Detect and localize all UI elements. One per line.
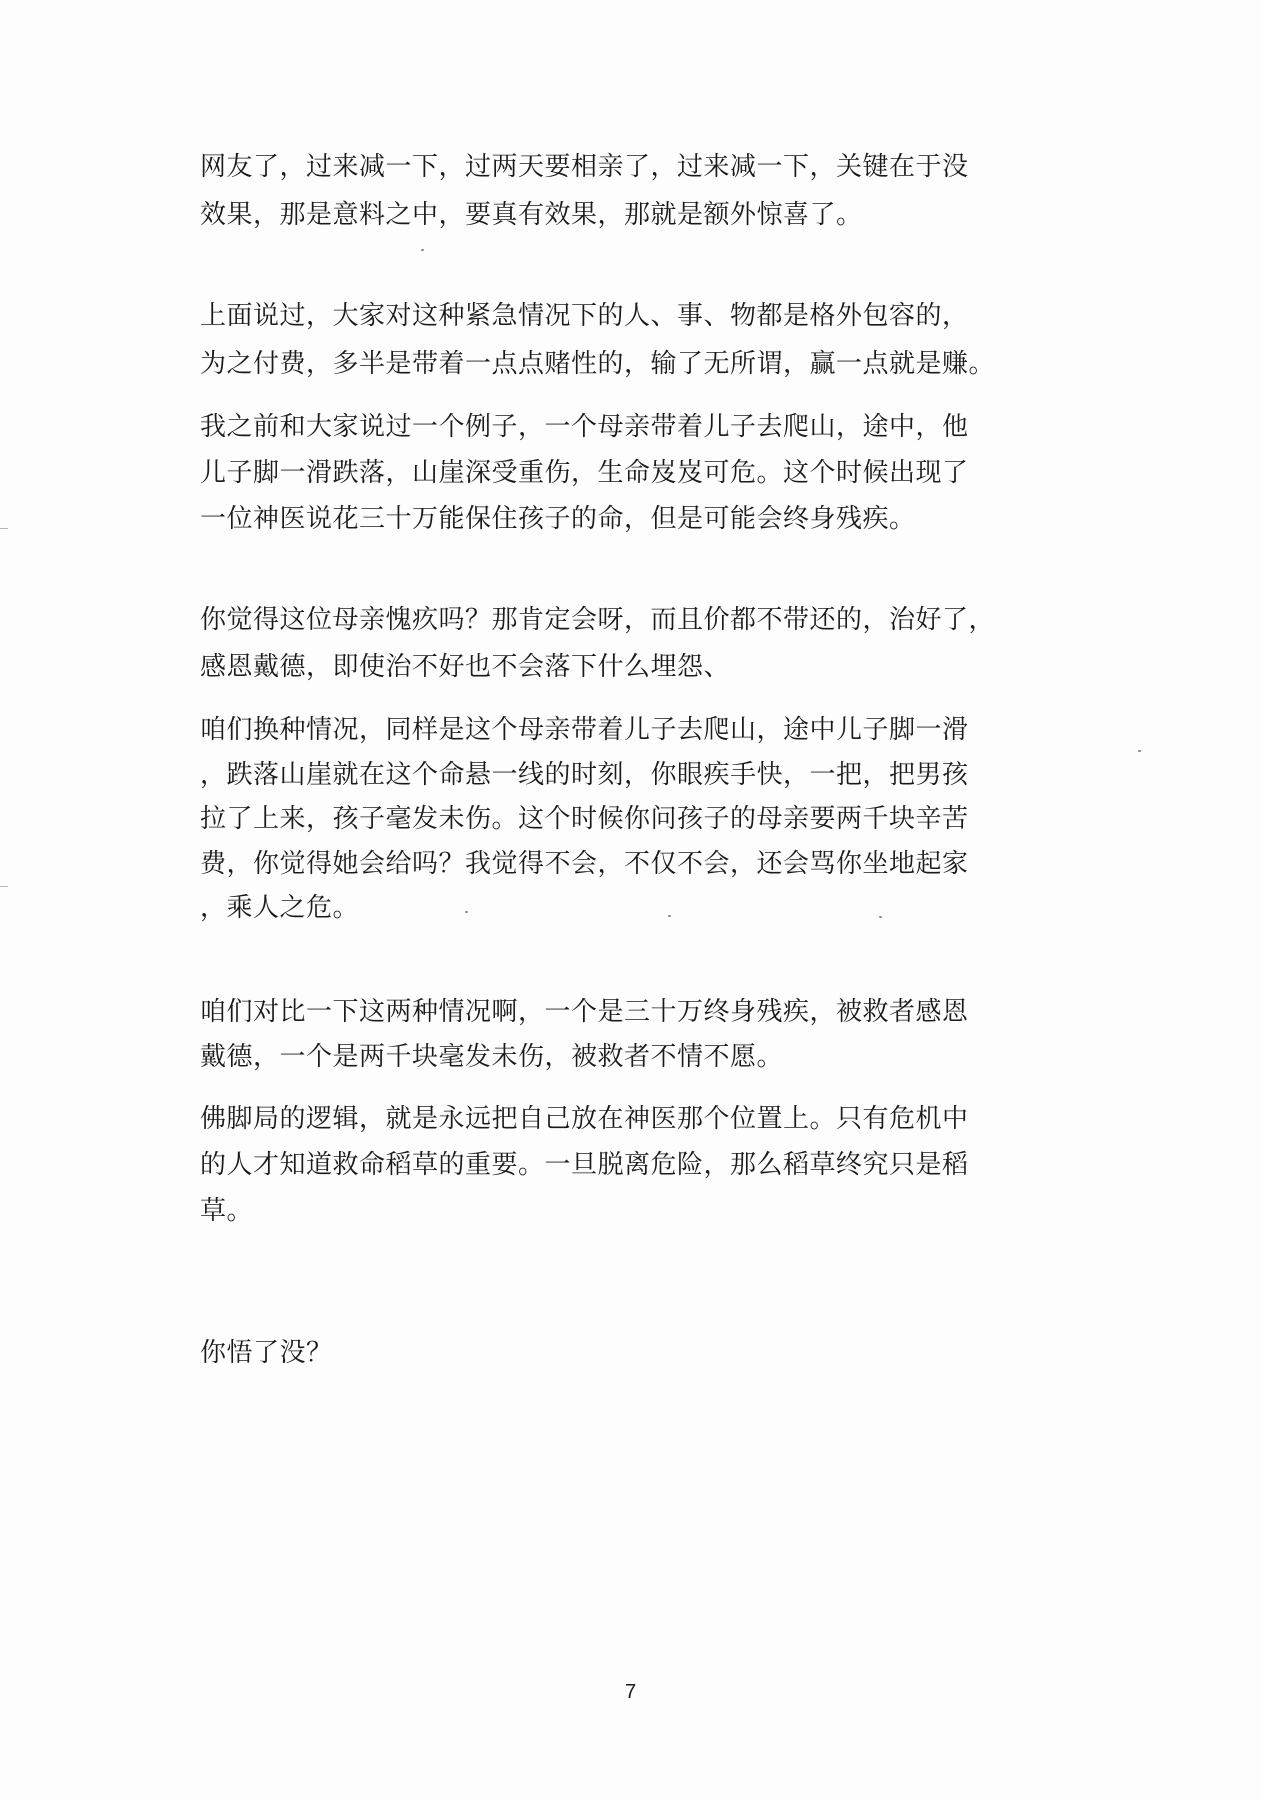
scan-edge-mark — [0, 528, 8, 529]
scan-speck — [1138, 750, 1141, 752]
page-number: 7 — [624, 1681, 637, 1703]
paragraph-3-line-2: 儿子脚一滑跌落，山崖深受重伤，生命岌岌可危。这个时候出现了 — [200, 458, 969, 488]
scan-speck — [879, 916, 882, 918]
paragraph-1-line-1: 网友了，过来减一下，过两天要相亲了，过来减一下，关键在于没 — [200, 152, 969, 182]
scan-speck — [465, 911, 468, 913]
scan-edge-mark — [0, 886, 8, 887]
paragraph-6-line-2: 戴德，一个是两千块毫发未伤，被救者不情不愿。 — [200, 1042, 784, 1072]
paragraph-7-line-1: 佛脚局的逻辑，就是永远把自己放在神医那个位置上。只有危机中 — [200, 1104, 969, 1134]
paragraph-5-line-5: ，乘人之危。 — [200, 893, 360, 923]
paragraph-8-line-1: 你悟了没？ — [200, 1338, 333, 1368]
paragraph-5-line-1: 咱们换种情况，同样是这个母亲带着儿子去爬山，途中儿子脚一滑 — [200, 715, 969, 745]
paragraph-5-line-2: ，跌落山崖就在这个命悬一线的时刻，你眼疾手快，一把，把男孩 — [200, 760, 969, 790]
paragraph-2-line-1: 上面说过，大家对这种紧急情况下的人、事、物都是格外包容的， — [200, 301, 969, 331]
paragraph-5-line-3: 拉了上来，孩子毫发未伤。这个时候你问孩子的母亲要两千块辛苦 — [200, 804, 969, 834]
paragraph-4-line-1: 你觉得这位母亲愧疚吗？那肯定会呀，而且价都不带还的，治好了， — [200, 605, 996, 635]
paragraph-3-line-3: 一位神医说花三十万能保住孩子的命，但是可能会终身残疾。 — [200, 504, 916, 534]
scan-speck — [421, 249, 424, 251]
paragraph-1-line-2: 效果，那是意料之中，要真有效果，那就是额外惊喜了。 — [200, 200, 863, 230]
paragraph-3-line-1: 我之前和大家说过一个例子，一个母亲带着儿子去爬山，途中，他 — [200, 412, 969, 442]
paragraph-2-line-2: 为之付费，多半是带着一点点赌性的，输了无所谓，赢一点就是赚。 — [200, 349, 996, 379]
paragraph-4-line-2: 感恩戴德，即使治不好也不会落下什么埋怨、 — [200, 652, 731, 682]
paragraph-5-line-4: 费，你觉得她会给吗？我觉得不会，不仅不会，还会骂你坐地起家 — [200, 849, 969, 879]
paragraph-6-line-1: 咱们对比一下这两种情况啊，一个是三十万终身残疾，被救者感恩 — [200, 997, 969, 1027]
scan-speck — [668, 915, 671, 917]
paragraph-7-line-2: 的人才知道救命稻草的重要。一旦脱离危险，那么稻草终究只是稻 — [200, 1150, 969, 1180]
paragraph-7-line-3: 草。 — [200, 1196, 254, 1226]
